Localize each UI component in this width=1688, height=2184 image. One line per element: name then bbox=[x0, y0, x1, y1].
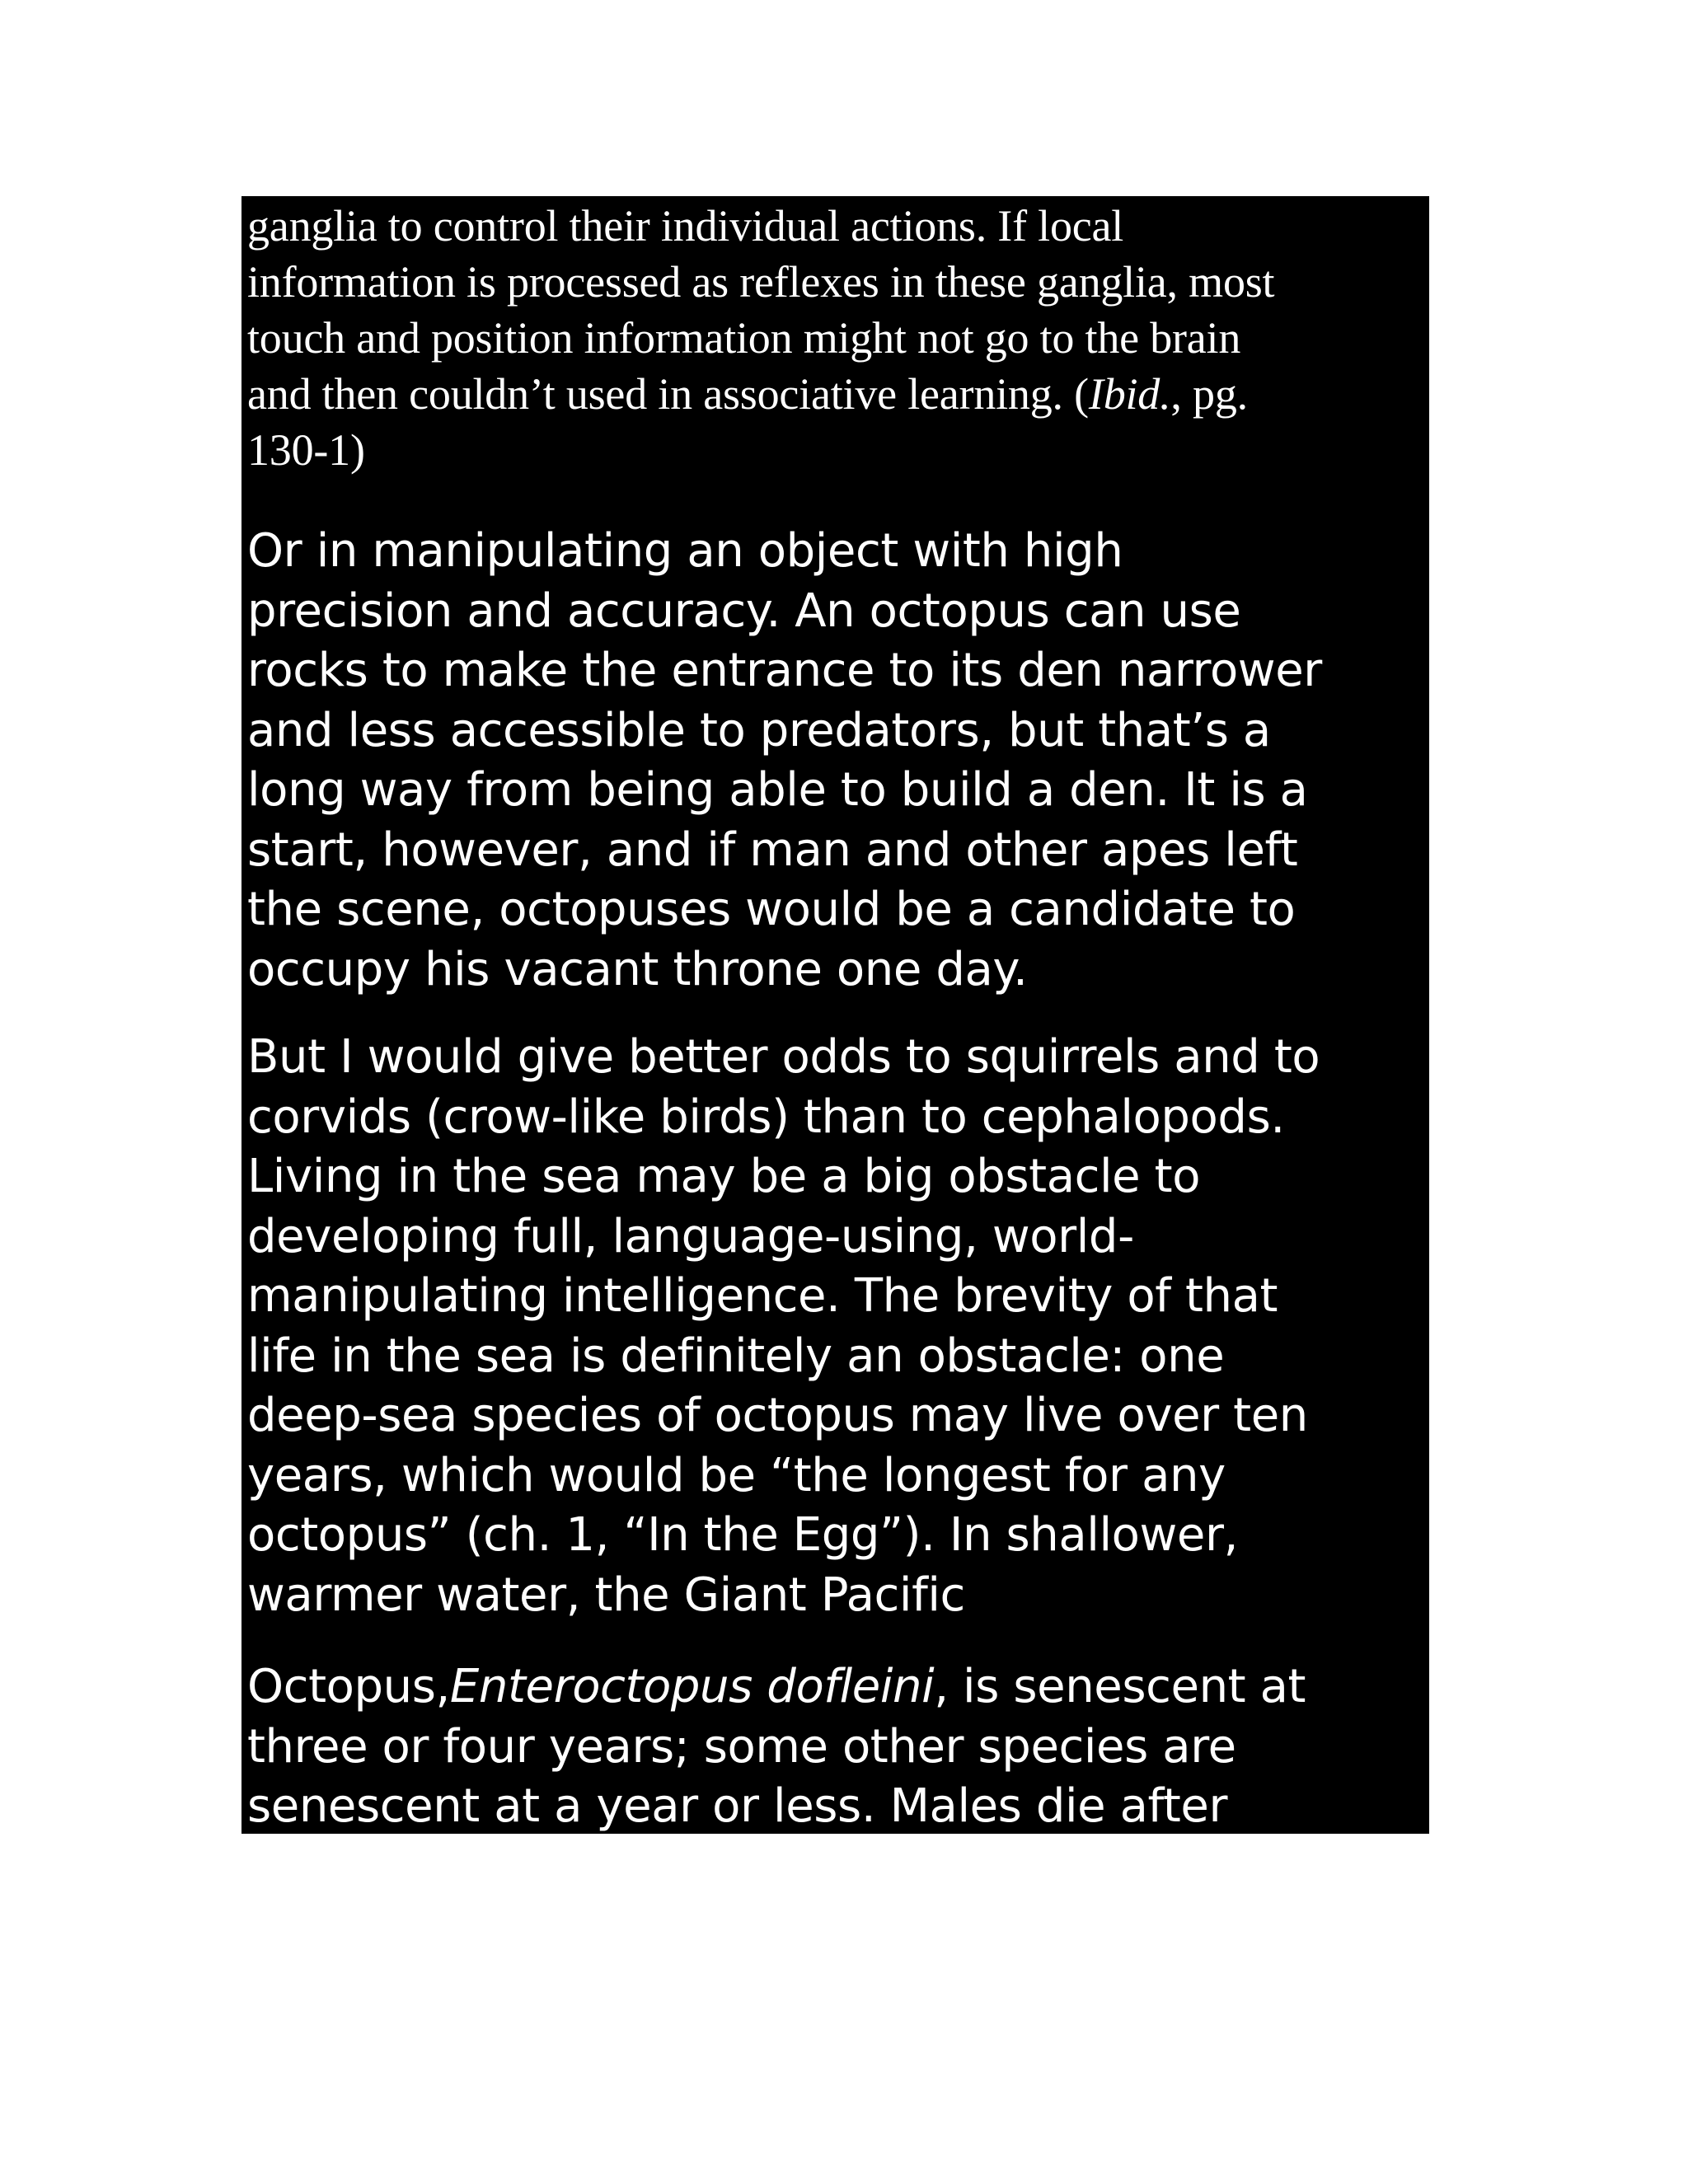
species-name: Enteroctopus dofleini bbox=[449, 1660, 935, 1713]
paragraph-line: deep-sea species of octopus may live over ten bbox=[247, 1389, 1308, 1442]
quote-line: 130-1) bbox=[247, 425, 365, 475]
paragraph-line: corvids (crow-like birds) than to cephalopods. bbox=[247, 1090, 1285, 1144]
paragraph-line: life in the sea is definitely an obstacle: one bbox=[247, 1329, 1225, 1383]
paragraph-line: rocks to make the entrance to its den narrower bbox=[247, 644, 1322, 697]
paragraph-line: occupy his vacant throne one day. bbox=[247, 942, 1028, 996]
paragraph-line: years, which would be “the longest for any bbox=[247, 1448, 1226, 1502]
quote-line: information is processed as reflexes in these ganglia, most bbox=[247, 257, 1275, 307]
paragraph-line: Living in the sea may be a big obstacle to bbox=[247, 1150, 1201, 1203]
paragraph-line: warmer water, the Giant Pacific bbox=[247, 1568, 965, 1622]
paragraph-line: senescent at a year or less. Males die after bbox=[247, 1779, 1228, 1833]
paragraph-line: octopus” (ch. 1, “In the Egg”). In shallower, bbox=[247, 1508, 1238, 1562]
quote-line: ganglia to control their individual actions. If local bbox=[247, 201, 1124, 251]
paragraph bbox=[247, 1028, 1429, 1625]
paragraph-line: But I would give better odds to squirrels and to bbox=[247, 1030, 1320, 1084]
paragraph bbox=[247, 522, 1429, 1000]
paragraph-line: manipulating intelligence. The brevity of that bbox=[247, 1269, 1278, 1323]
paragraph bbox=[247, 1657, 1429, 1896]
paragraph-line: the scene, octopuses would be a candidate to bbox=[247, 883, 1296, 936]
paragraph-line bbox=[247, 1657, 1429, 1718]
paragraph-line: fertilizing the females, females die after bbox=[247, 1839, 1160, 1893]
paragraph-line: three or four years; some other species are bbox=[247, 1719, 1236, 1774]
quote-line bbox=[247, 366, 1429, 422]
block-quote bbox=[247, 196, 1429, 478]
paragraph-line: developing full, language-using, world- bbox=[247, 1209, 1134, 1263]
quote-text: , pg. bbox=[1170, 369, 1248, 419]
quote-text: and then couldn’t used in associative learning. ( bbox=[247, 369, 1089, 419]
paragraph-line: long way from being able to build a den. It is a bbox=[247, 763, 1308, 817]
paragraph-line: and less accessible to predators, but that’s a bbox=[247, 703, 1271, 757]
paragraph-line: precision and accuracy. An octopus can use bbox=[247, 583, 1241, 638]
text-block bbox=[241, 196, 1429, 1893]
paragraph-line: start, however, and if man and other apes left bbox=[247, 823, 1298, 877]
paragraph-text: Octopus, bbox=[247, 1660, 450, 1713]
paragraph-line: Or in manipulating an object with high bbox=[247, 524, 1123, 578]
quote-line: touch and position information might not go to the brain bbox=[247, 313, 1241, 363]
citation-ibid: Ibid. bbox=[1088, 369, 1171, 419]
paragraph-text: , is senescent at bbox=[934, 1660, 1306, 1713]
